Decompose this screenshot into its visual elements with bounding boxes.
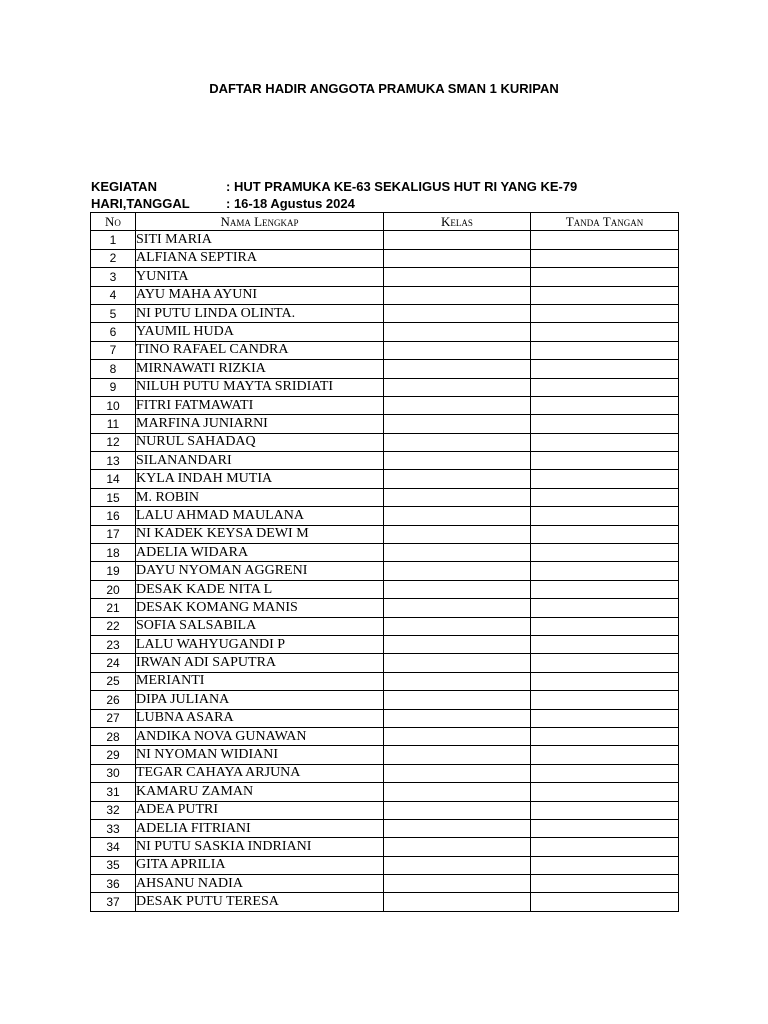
cell-no: 32 bbox=[91, 801, 136, 819]
cell-name: TINO RAFAEL CANDRA bbox=[136, 341, 384, 359]
cell-kelas[interactable] bbox=[384, 819, 531, 837]
meta-value: : 16-18 Agustus 2024 bbox=[226, 196, 355, 211]
cell-no: 7 bbox=[91, 341, 136, 359]
header-no: No bbox=[91, 213, 136, 231]
cell-kelas[interactable] bbox=[384, 488, 531, 506]
cell-tanda-tangan[interactable] bbox=[531, 378, 679, 396]
cell-tanda-tangan[interactable] bbox=[531, 470, 679, 488]
table-row bbox=[91, 893, 679, 911]
table-row bbox=[91, 635, 679, 653]
cell-tanda-tangan[interactable] bbox=[531, 599, 679, 617]
cell-tanda-tangan[interactable] bbox=[531, 360, 679, 378]
cell-name: LALU AHMAD MAULANA bbox=[136, 507, 384, 525]
cell-tanda-tangan[interactable] bbox=[531, 617, 679, 635]
cell-tanda-tangan[interactable] bbox=[531, 875, 679, 893]
cell-no: 13 bbox=[91, 452, 136, 470]
table-row bbox=[91, 341, 679, 359]
cell-no: 5 bbox=[91, 304, 136, 322]
cell-tanda-tangan[interactable] bbox=[531, 304, 679, 322]
cell-kelas[interactable] bbox=[384, 268, 531, 286]
cell-name: TEGAR CAHAYA ARJUNA bbox=[136, 764, 384, 782]
cell-tanda-tangan[interactable] bbox=[531, 691, 679, 709]
cell-kelas[interactable] bbox=[384, 507, 531, 525]
cell-kelas[interactable] bbox=[384, 838, 531, 856]
cell-no: 33 bbox=[91, 819, 136, 837]
table-row bbox=[91, 709, 679, 727]
cell-name: SITI MARIA bbox=[136, 231, 384, 249]
cell-no: 20 bbox=[91, 580, 136, 598]
cell-kelas[interactable] bbox=[384, 617, 531, 635]
cell-no: 9 bbox=[91, 378, 136, 396]
cell-no: 14 bbox=[91, 470, 136, 488]
table-row bbox=[91, 433, 679, 451]
cell-kelas[interactable] bbox=[384, 599, 531, 617]
table-row bbox=[91, 654, 679, 672]
cell-tanda-tangan[interactable] bbox=[531, 838, 679, 856]
cell-name: AYU MAHA AYUNI bbox=[136, 286, 384, 304]
cell-kelas[interactable] bbox=[384, 544, 531, 562]
cell-name: YAUMIL HUDA bbox=[136, 323, 384, 341]
cell-name: NI NYOMAN WIDIANI bbox=[136, 746, 384, 764]
cell-tanda-tangan[interactable] bbox=[531, 727, 679, 745]
cell-kelas[interactable] bbox=[384, 746, 531, 764]
table-row bbox=[91, 691, 679, 709]
cell-no: 11 bbox=[91, 415, 136, 433]
cell-no: 29 bbox=[91, 746, 136, 764]
cell-name: DESAK KOMANG MANIS bbox=[136, 599, 384, 617]
cell-tanda-tangan[interactable] bbox=[531, 764, 679, 782]
cell-name: ANDIKA NOVA GUNAWAN bbox=[136, 727, 384, 745]
cell-tanda-tangan[interactable] bbox=[531, 562, 679, 580]
cell-name: LALU WAHYUGANDI P bbox=[136, 635, 384, 653]
cell-name: GITA APRILIA bbox=[136, 856, 384, 874]
cell-name: DESAK PUTU TERESA bbox=[136, 893, 384, 911]
cell-kelas[interactable] bbox=[384, 286, 531, 304]
cell-no: 34 bbox=[91, 838, 136, 856]
cell-name: MERIANTI bbox=[136, 672, 384, 690]
cell-name: NURUL SAHADAQ bbox=[136, 433, 384, 451]
cell-tanda-tangan[interactable] bbox=[531, 286, 679, 304]
cell-kelas[interactable] bbox=[384, 525, 531, 543]
cell-no: 15 bbox=[91, 488, 136, 506]
cell-name: MARFINA JUNIARNI bbox=[136, 415, 384, 433]
table-row bbox=[91, 580, 679, 598]
cell-kelas[interactable] bbox=[384, 304, 531, 322]
table-row bbox=[91, 783, 679, 801]
table-row bbox=[91, 801, 679, 819]
table-row bbox=[91, 838, 679, 856]
cell-kelas[interactable] bbox=[384, 727, 531, 745]
cell-name: IRWAN ADI SAPUTRA bbox=[136, 654, 384, 672]
cell-kelas[interactable] bbox=[384, 470, 531, 488]
cell-no: 1 bbox=[91, 231, 136, 249]
cell-tanda-tangan[interactable] bbox=[531, 709, 679, 727]
table-row bbox=[91, 396, 679, 414]
cell-no: 24 bbox=[91, 654, 136, 672]
cell-name: M. ROBIN bbox=[136, 488, 384, 506]
cell-kelas[interactable] bbox=[384, 415, 531, 433]
cell-no: 27 bbox=[91, 709, 136, 727]
cell-kelas[interactable] bbox=[384, 249, 531, 267]
table-row bbox=[91, 875, 679, 893]
cell-tanda-tangan[interactable] bbox=[531, 507, 679, 525]
cell-tanda-tangan[interactable] bbox=[531, 635, 679, 653]
table-row bbox=[91, 470, 679, 488]
cell-name: DAYU NYOMAN AGGRENI bbox=[136, 562, 384, 580]
cell-name: FITRI FATMAWATI bbox=[136, 396, 384, 414]
cell-name: YUNITA bbox=[136, 268, 384, 286]
table-row bbox=[91, 249, 679, 267]
cell-tanda-tangan[interactable] bbox=[531, 488, 679, 506]
table-header-row bbox=[91, 213, 679, 231]
cell-name: SILANANDARI bbox=[136, 452, 384, 470]
cell-no: 21 bbox=[91, 599, 136, 617]
cell-tanda-tangan[interactable] bbox=[531, 415, 679, 433]
attendance-table bbox=[90, 212, 679, 912]
cell-tanda-tangan[interactable] bbox=[531, 525, 679, 543]
table-row bbox=[91, 746, 679, 764]
meta-row-hari-tanggal bbox=[91, 196, 355, 212]
cell-name: SOFIA SALSABILA bbox=[136, 617, 384, 635]
cell-tanda-tangan[interactable] bbox=[531, 323, 679, 341]
table-row bbox=[91, 819, 679, 837]
cell-kelas[interactable] bbox=[384, 562, 531, 580]
table-row bbox=[91, 856, 679, 874]
cell-tanda-tangan[interactable] bbox=[531, 819, 679, 837]
cell-no: 22 bbox=[91, 617, 136, 635]
cell-kelas[interactable] bbox=[384, 801, 531, 819]
table-row bbox=[91, 544, 679, 562]
table-row bbox=[91, 323, 679, 341]
cell-tanda-tangan[interactable] bbox=[531, 249, 679, 267]
cell-no: 3 bbox=[91, 268, 136, 286]
cell-no: 12 bbox=[91, 433, 136, 451]
cell-tanda-tangan[interactable] bbox=[531, 672, 679, 690]
cell-kelas[interactable] bbox=[384, 323, 531, 341]
cell-kelas[interactable] bbox=[384, 691, 531, 709]
cell-name: NI PUTU SASKIA INDRIANI bbox=[136, 838, 384, 856]
cell-tanda-tangan[interactable] bbox=[531, 893, 679, 911]
cell-kelas[interactable] bbox=[384, 433, 531, 451]
table-row bbox=[91, 231, 679, 249]
table-row bbox=[91, 764, 679, 782]
cell-no: 4 bbox=[91, 286, 136, 304]
table-row bbox=[91, 360, 679, 378]
table-row bbox=[91, 488, 679, 506]
cell-tanda-tangan[interactable] bbox=[531, 746, 679, 764]
cell-kelas[interactable] bbox=[384, 360, 531, 378]
cell-no: 35 bbox=[91, 856, 136, 874]
cell-no: 16 bbox=[91, 507, 136, 525]
table-row bbox=[91, 415, 679, 433]
cell-tanda-tangan[interactable] bbox=[531, 396, 679, 414]
cell-no: 17 bbox=[91, 525, 136, 543]
cell-kelas[interactable] bbox=[384, 654, 531, 672]
cell-name: DIPA JULIANA bbox=[136, 691, 384, 709]
cell-kelas[interactable] bbox=[384, 378, 531, 396]
cell-tanda-tangan[interactable] bbox=[531, 452, 679, 470]
cell-name: ALFIANA SEPTIRA bbox=[136, 249, 384, 267]
cell-name: NI KADEK KEYSA DEWI M bbox=[136, 525, 384, 543]
cell-tanda-tangan[interactable] bbox=[531, 856, 679, 874]
cell-name: KAMARU ZAMAN bbox=[136, 783, 384, 801]
cell-name: NI PUTU LINDA OLINTA. bbox=[136, 304, 384, 322]
cell-kelas[interactable] bbox=[384, 893, 531, 911]
cell-no: 28 bbox=[91, 727, 136, 745]
table-row bbox=[91, 304, 679, 322]
cell-tanda-tangan[interactable] bbox=[531, 580, 679, 598]
cell-no: 2 bbox=[91, 249, 136, 267]
cell-tanda-tangan[interactable] bbox=[531, 783, 679, 801]
cell-kelas[interactable] bbox=[384, 783, 531, 801]
cell-kelas[interactable] bbox=[384, 635, 531, 653]
cell-kelas[interactable] bbox=[384, 396, 531, 414]
cell-name: NILUH PUTU MAYTA SRIDIATI bbox=[136, 378, 384, 396]
cell-kelas[interactable] bbox=[384, 580, 531, 598]
cell-tanda-tangan[interactable] bbox=[531, 341, 679, 359]
cell-kelas[interactable] bbox=[384, 764, 531, 782]
cell-name: LUBNA ASARA bbox=[136, 709, 384, 727]
cell-kelas[interactable] bbox=[384, 672, 531, 690]
table-row bbox=[91, 286, 679, 304]
cell-no: 37 bbox=[91, 893, 136, 911]
cell-name: ADEA PUTRI bbox=[136, 801, 384, 819]
table-body bbox=[91, 231, 679, 911]
cell-name: ADELIA FITRIANI bbox=[136, 819, 384, 837]
cell-name: AHSANU NADIA bbox=[136, 875, 384, 893]
cell-no: 36 bbox=[91, 875, 136, 893]
meta-value: : HUT PRAMUKA KE-63 SEKALIGUS HUT RI YANG KE-79 bbox=[226, 179, 578, 194]
meta-label: KEGIATAN bbox=[91, 179, 157, 194]
cell-kelas[interactable] bbox=[384, 856, 531, 874]
table-row bbox=[91, 507, 679, 525]
table-row bbox=[91, 599, 679, 617]
cell-no: 10 bbox=[91, 396, 136, 414]
cell-tanda-tangan[interactable] bbox=[531, 654, 679, 672]
table-row bbox=[91, 727, 679, 745]
cell-no: 26 bbox=[91, 691, 136, 709]
table-row bbox=[91, 617, 679, 635]
table-row bbox=[91, 525, 679, 543]
cell-tanda-tangan[interactable] bbox=[531, 231, 679, 249]
cell-no: 30 bbox=[91, 764, 136, 782]
table-row bbox=[91, 268, 679, 286]
document-title: DAFTAR HADIR ANGGOTA PRAMUKA SMAN 1 KURIPAN bbox=[209, 81, 559, 96]
header-tanda-tangan: Tanda Tangan bbox=[531, 213, 679, 231]
header-nama-lengkap: Nama Lengkap bbox=[136, 213, 384, 231]
cell-no: 19 bbox=[91, 562, 136, 580]
cell-name: KYLA INDAH MUTIA bbox=[136, 470, 384, 488]
cell-name: MIRNAWATI RIZKIA bbox=[136, 360, 384, 378]
meta-label: HARI,TANGGAL bbox=[91, 196, 190, 211]
cell-no: 8 bbox=[91, 360, 136, 378]
table-row bbox=[91, 452, 679, 470]
cell-kelas[interactable] bbox=[384, 341, 531, 359]
meta-row-kegiatan bbox=[91, 179, 577, 195]
table-row bbox=[91, 378, 679, 396]
cell-kelas[interactable] bbox=[384, 875, 531, 893]
cell-no: 6 bbox=[91, 323, 136, 341]
cell-no: 23 bbox=[91, 635, 136, 653]
cell-name: ADELIA WIDARA bbox=[136, 544, 384, 562]
header-kelas: Kelas bbox=[384, 213, 531, 231]
cell-kelas[interactable] bbox=[384, 452, 531, 470]
cell-no: 31 bbox=[91, 783, 136, 801]
cell-tanda-tangan[interactable] bbox=[531, 544, 679, 562]
cell-kelas[interactable] bbox=[384, 231, 531, 249]
cell-name: DESAK KADE NITA L bbox=[136, 580, 384, 598]
cell-kelas[interactable] bbox=[384, 709, 531, 727]
cell-tanda-tangan[interactable] bbox=[531, 433, 679, 451]
cell-tanda-tangan[interactable] bbox=[531, 268, 679, 286]
table-row bbox=[91, 562, 679, 580]
cell-no: 25 bbox=[91, 672, 136, 690]
table-row bbox=[91, 672, 679, 690]
cell-tanda-tangan[interactable] bbox=[531, 801, 679, 819]
cell-no: 18 bbox=[91, 544, 136, 562]
